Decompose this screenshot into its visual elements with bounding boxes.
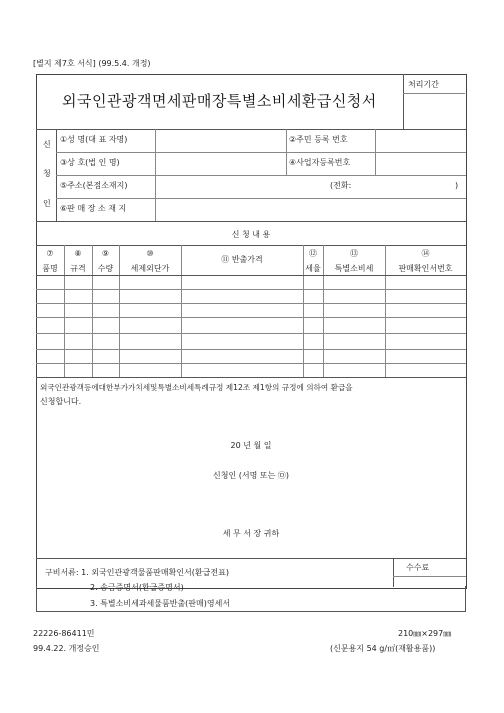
declaration-line-2: 신청합니다.: [40, 397, 82, 406]
column-number: ⑦: [46, 249, 54, 258]
business-reg-number-label: ④사업자등록번호: [289, 158, 351, 167]
column-header-special-tax: 특별소비세: [334, 264, 374, 273]
column-number: ⑫: [309, 249, 317, 258]
application-date: 20 년 월 일: [230, 441, 272, 450]
column-number: ⑨: [101, 249, 110, 258]
addressee: 세 무 서 장 귀하: [222, 529, 280, 538]
applicant-side-label-2: 청: [43, 169, 51, 178]
form-code: 22226-86411민: [33, 629, 95, 638]
column-header-export-price: [181, 256, 303, 264]
table-row: [36, 349, 466, 350]
fee-label: 수수료: [406, 563, 430, 572]
column-label: 반출가격: [231, 255, 263, 264]
phone-close-label: ): [455, 181, 459, 190]
address-label: ⑤주소(본점소재지): [60, 181, 128, 190]
declaration-line-1: 외국인관광객등에대한부가가치세및특별소비세특례규정 제12조 제1항의 규정에 의하여 환급을: [40, 383, 353, 392]
details-header: 신 청 내 용: [231, 230, 271, 239]
applicant-signature: 신청인 (서명 또는 ㉤): [213, 471, 289, 480]
name-label: ①성 명(대 표 자명): [60, 135, 128, 144]
applicant-side-label-1: 신: [43, 140, 51, 149]
attachment-item-2: 2. 송금증명서(환급증명서): [90, 583, 184, 592]
column-number: ⑩: [146, 249, 154, 258]
attachment-item-3: 3. 특별소비세과세물품반출(판매)영세서: [90, 599, 231, 608]
table-row: [36, 333, 466, 334]
store-location-label: ⑥판 매 장 소 재 지: [60, 204, 127, 213]
business-name-label: ③상 호(법 인 명): [60, 158, 120, 167]
paper-size: 210㎜×297㎜: [398, 629, 452, 638]
resident-number-label: ②주민 등록 번호: [289, 135, 348, 144]
form-title: 외국인관광객면세판매장특별소비세환급신청서: [62, 92, 377, 110]
column-number: ⑪: [221, 255, 230, 264]
column-header-quantity: 수량: [97, 264, 114, 273]
table-row: [36, 317, 466, 318]
approval-date: 99.4.22. 개정승인: [33, 644, 100, 653]
column-number: ⑧: [74, 249, 82, 258]
column-number: ⑭: [421, 249, 430, 258]
table-row: [36, 289, 466, 290]
table-row: [36, 363, 466, 364]
column-header-confirmation-no: 판매확인서번호: [398, 264, 453, 273]
column-header-item-name: 품명: [42, 264, 58, 273]
applicant-side-label-3: 인: [43, 199, 51, 208]
form-number: [별지 제7호 서식] (99.5.4. 개정): [33, 59, 151, 68]
column-header-tax-rate: 세율: [305, 264, 321, 273]
phone-open-label: (전화:: [330, 181, 352, 190]
table-row: [36, 303, 466, 304]
processing-period-label: 처리기간: [408, 80, 439, 89]
attachments-label: 구비서류: 1. 외국인관광객물품판매확인서(환급전표): [45, 568, 229, 577]
column-header-unit-price: 세제외단가: [130, 264, 170, 273]
column-number: ⑬: [350, 249, 358, 258]
column-header-spec: 규격: [70, 264, 86, 273]
paper-type: (신문용지 54 g/㎡(재활용품)): [330, 644, 436, 653]
